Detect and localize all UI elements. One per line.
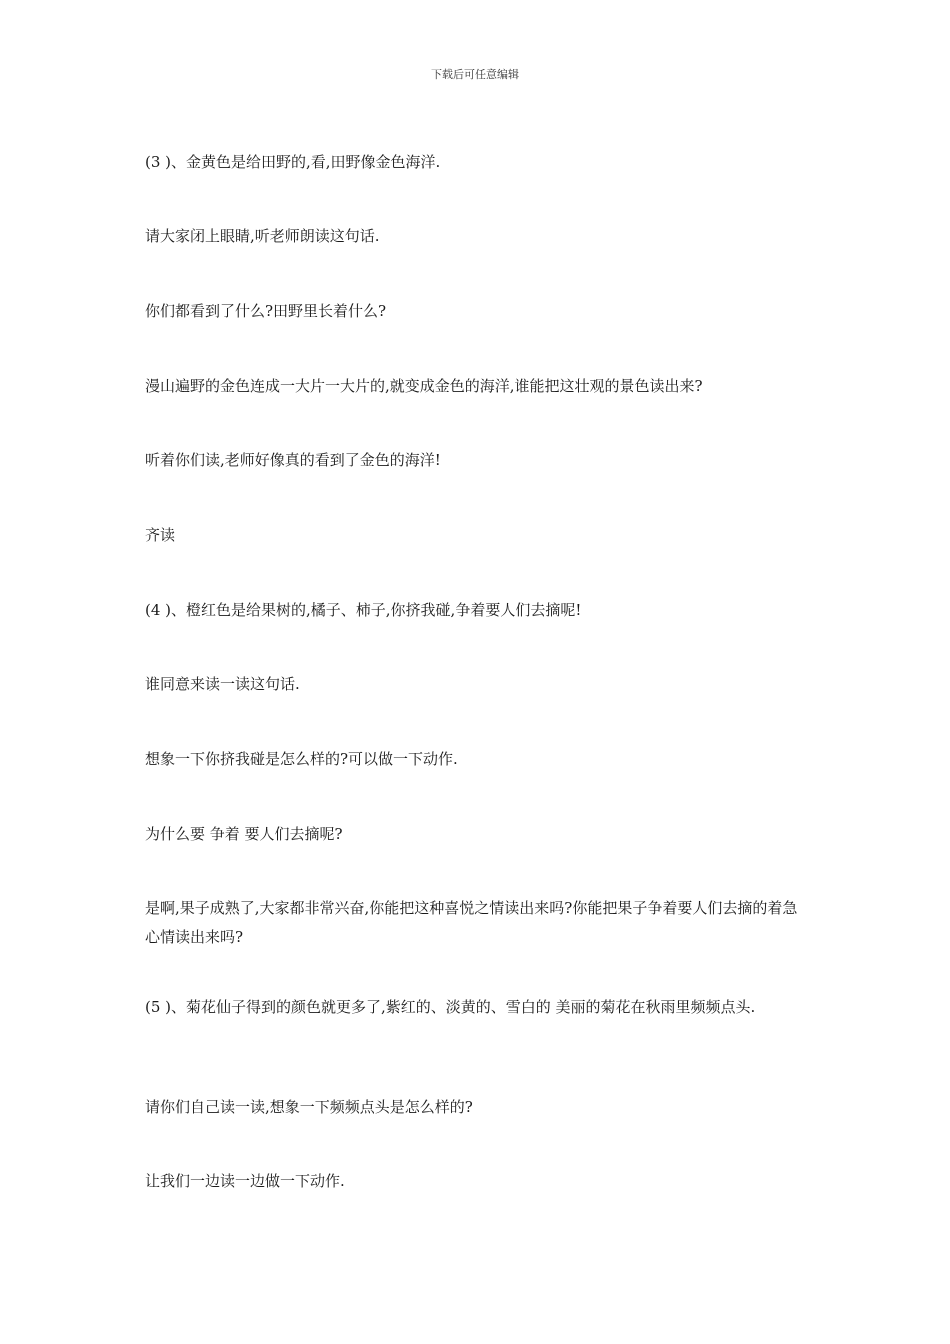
paragraph: 听着你们读,老师好像真的看到了金色的海洋! <box>145 451 441 469</box>
paragraph: 谁同意来读一读这句话. <box>145 675 300 693</box>
paragraph: 漫山遍野的金色连成一大片一大片的,就变成金色的海洋,谁能把这壮观的景色读出来? <box>145 377 703 395</box>
paragraph-section-4: (4 )、橙红色是给果树的,橘子、柿子,你挤我碰,争着要人们去摘呢! <box>145 601 582 619</box>
paragraph: 为什么要 争着 要人们去摘呢? <box>145 825 343 843</box>
page-header: 下载后可任意编辑 <box>431 68 519 81</box>
paragraph-section-3: (3 )、金黄色是给田野的,看,田野像金色海洋. <box>145 153 441 171</box>
paragraph: 是啊,果子成熟了,大家都非常兴奋,你能把这种喜悦之情读出来吗?你能把果子争着要人们去摘的着急心情读出来吗? <box>145 899 798 946</box>
paragraph: 请大家闭上眼睛,听老师朗读这句话. <box>145 227 380 245</box>
paragraph: 请你们自己读一读,想象一下频频点头是怎么样的? <box>145 1098 473 1116</box>
paragraph: 齐读 <box>145 526 176 544</box>
paragraph: 让我们一边读一边做一下动作. <box>145 1172 345 1190</box>
paragraph: 你们都看到了什么?田野里长着什么? <box>145 302 387 320</box>
paragraph: 想象一下你挤我碰是怎么样的?可以做一下动作. <box>145 750 458 768</box>
paragraph-section-5: (5 )、菊花仙子得到的颜色就更多了,紫红的、淡黄的、雪白的 美丽的菊花在秋雨里频频点头. <box>145 998 756 1016</box>
